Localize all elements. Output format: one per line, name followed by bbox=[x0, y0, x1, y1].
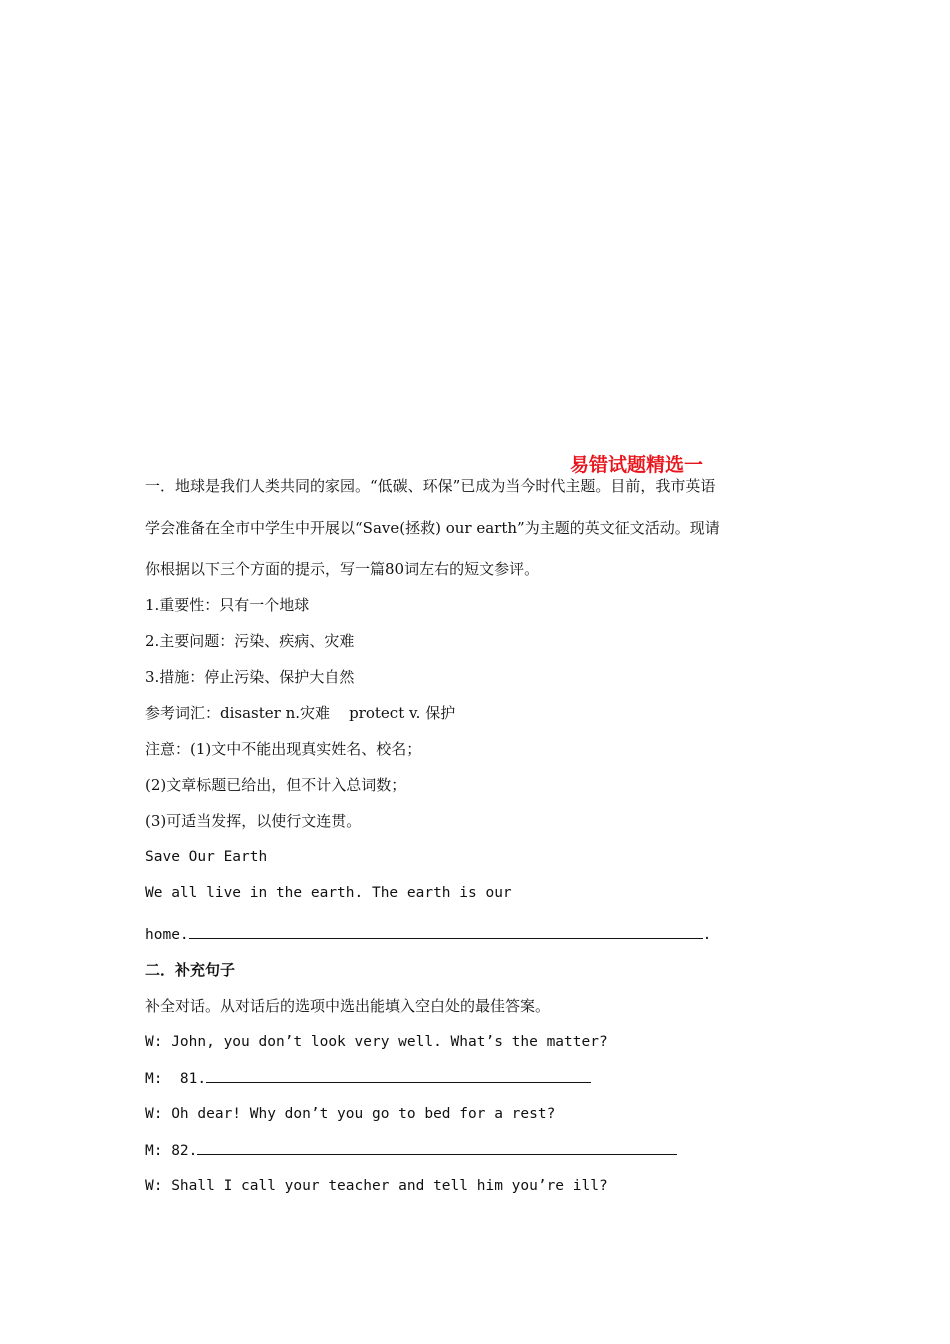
section1-heading: 一． bbox=[145, 477, 176, 495]
vocab-line: 参考词汇：disaster n.灾难 protect v. 保护 bbox=[145, 704, 456, 722]
note-2: (2)文章标题已给出，但不计入总词数； bbox=[145, 776, 407, 794]
dialogue-line-2 bbox=[145, 1068, 591, 1089]
note-1: 注意：(1)文中不能出现真实姓名、校名； bbox=[145, 740, 422, 758]
dialogue-line-5: W: Shall I call your teacher and tell him you’re ill? bbox=[145, 1178, 608, 1194]
answer-blank-82[interactable] bbox=[197, 1140, 677, 1155]
section2-heading: 二．补充句子 bbox=[145, 961, 236, 979]
dialogue-line-4 bbox=[145, 1140, 677, 1161]
dialogue-line-4-text: M: 82. bbox=[145, 1143, 198, 1159]
section1-para3: 你根据以下三个方面的提示，写一篇80词左右的短文参评。 bbox=[145, 560, 540, 578]
essay-home: home. bbox=[145, 927, 189, 943]
dialogue-line-1: W: John, you don’t look very well. What’s the matter? bbox=[145, 1034, 608, 1050]
dialogue-line-2-text: M: 81. bbox=[145, 1071, 207, 1087]
point-2: 2.主要问题：污染、疾病、灾难 bbox=[145, 632, 355, 650]
section1-para2: 学会准备在全市中学生中开展以“Save(拯救) our earth”为主题的英文征文活动。现请 bbox=[145, 519, 720, 537]
essay-home-line bbox=[145, 924, 711, 945]
dialogue-line-3: W: Oh dear! Why don’t you go to bed for a rest? bbox=[145, 1106, 556, 1122]
answer-blank-essay[interactable] bbox=[189, 924, 703, 939]
answer-blank-81[interactable] bbox=[206, 1068, 591, 1083]
section1-para1-text: 地球是我们人类共同的家园。“低碳、环保”已成为当今时代主题。目前，我市英语 bbox=[175, 477, 716, 495]
essay-title: Save Our Earth bbox=[145, 849, 268, 865]
point-1: 1.重要性：只有一个地球 bbox=[145, 596, 310, 614]
essay-end: . bbox=[702, 927, 712, 943]
essay-start: We all live in the earth. The earth is our bbox=[145, 885, 512, 901]
note-3: (3)可适当发挥，以使行文连贯。 bbox=[145, 812, 362, 830]
point-3: 3.措施：停止污染、保护大自然 bbox=[145, 668, 355, 686]
section2-instruction: 补全对话。从对话后的选项中选出能填入空白处的最佳答案。 bbox=[145, 997, 551, 1015]
page-title: 易错试题精选一 bbox=[570, 454, 704, 476]
section1-para1 bbox=[145, 476, 715, 496]
